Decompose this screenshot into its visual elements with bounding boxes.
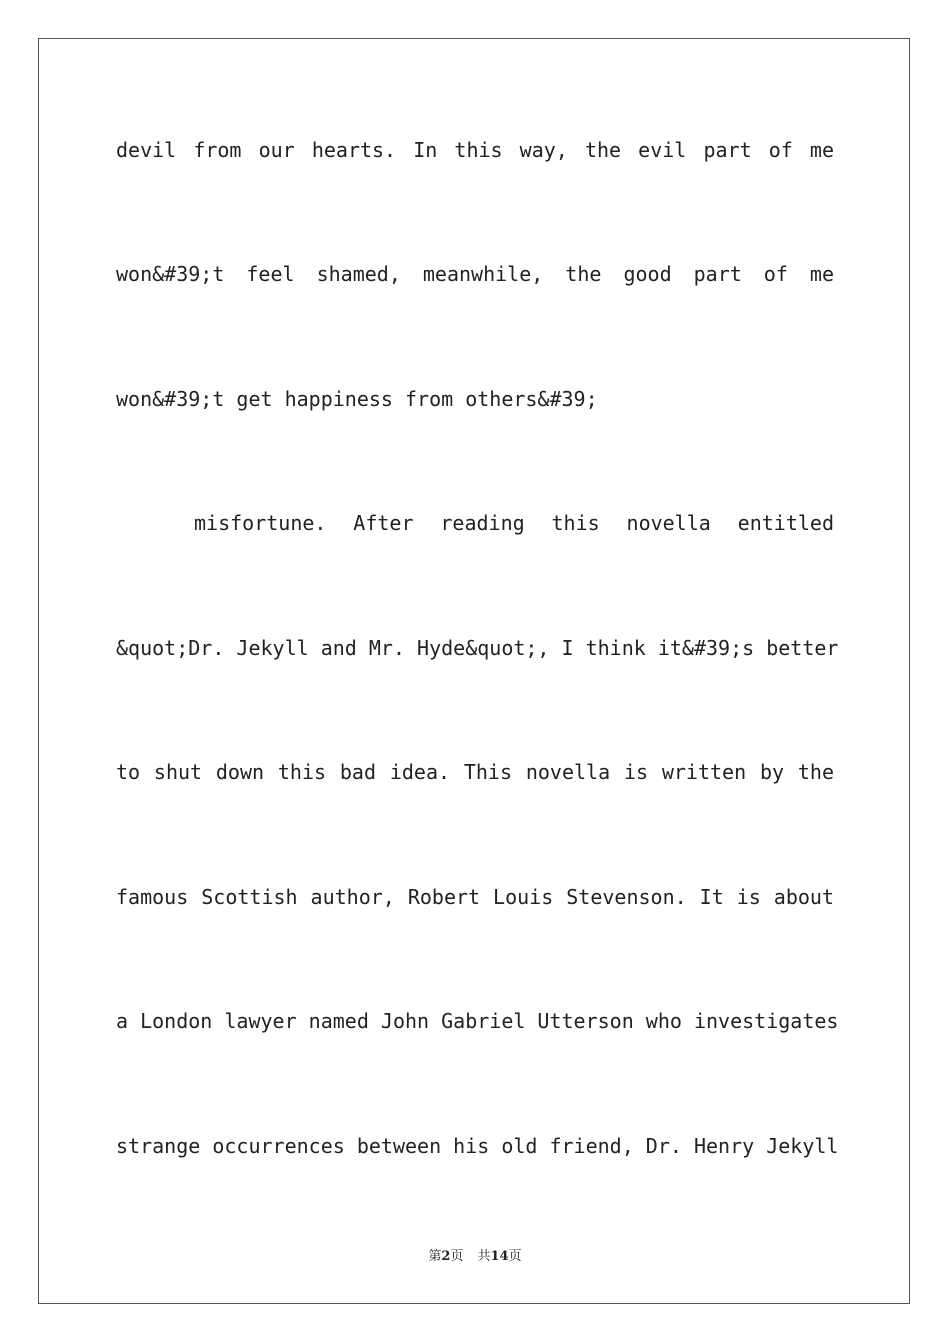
page-number: 2	[441, 1249, 451, 1264]
total-suffix: 页	[508, 1249, 522, 1264]
text-line-5: &quot;Dr. Jekyll and Mr. Hyde&quot;, I think it&#39;s better	[116, 636, 839, 660]
page-footer	[0, 1247, 950, 1267]
total-pages: 14	[490, 1249, 509, 1264]
text-line-2: won&#39;t feel shamed, meanwhile, the good part of me	[116, 262, 834, 286]
total-prefix: 共	[477, 1249, 491, 1264]
text-line-6: to shut down this bad idea. This novella is written by the	[116, 760, 834, 784]
text-line-1: devil from our hearts. In this way, the evil part of me	[116, 138, 834, 162]
text-line-8: a London lawyer named John Gabriel Utterson who investigates	[116, 1009, 839, 1033]
page-prefix: 第	[428, 1249, 442, 1264]
page-frame	[38, 38, 910, 1304]
text-line-9: strange occurrences between his old friend, Dr. Henry Jekyll	[116, 1134, 839, 1158]
text-line-4: misfortune. After reading this novella entitled	[194, 511, 834, 535]
text-line-3: won&#39;t get happiness from others&#39;	[116, 387, 598, 411]
text-line-7: famous Scottish author, Robert Louis Stevenson. It is about	[116, 885, 834, 909]
page-suffix: 页	[450, 1249, 464, 1264]
